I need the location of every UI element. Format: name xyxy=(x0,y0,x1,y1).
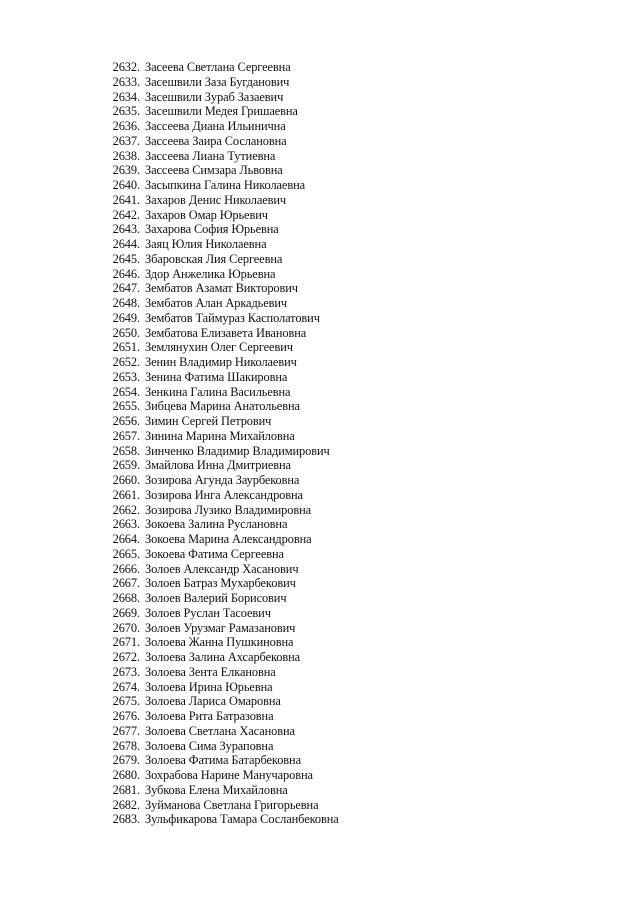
list-item xyxy=(96,370,616,385)
list-item xyxy=(96,75,616,90)
entry-number: 2645. xyxy=(112,251,140,266)
entry-full-name: Золоев Батраз Мухарбекович xyxy=(145,576,296,591)
list-item xyxy=(96,252,616,267)
entry-number: 2668. xyxy=(112,591,140,605)
list-item xyxy=(96,576,616,591)
list-item xyxy=(96,414,616,429)
entry-full-name: Золоев Александр Хасанович xyxy=(145,561,299,576)
entry-number: 2643. xyxy=(112,222,140,237)
entry-number: 2683. xyxy=(112,812,140,827)
entry-number: 2674. xyxy=(112,679,140,694)
entry-full-name: Зембатов Азамат Викторович xyxy=(145,281,298,296)
entry-number: 2633. xyxy=(112,74,140,89)
list-item xyxy=(96,812,616,827)
entry-full-name: Золоева Зента Елкановна xyxy=(145,664,276,679)
list-item xyxy=(96,208,616,223)
list-item xyxy=(96,119,616,134)
entry-full-name: Золоева Светлана Хасановна xyxy=(145,723,295,738)
list-item xyxy=(96,90,616,105)
list-item xyxy=(96,488,616,503)
entry-full-name: Зенин Владимир Николаевич xyxy=(145,355,297,369)
entry-full-name: Зассеева Лиана Тутиевна xyxy=(145,148,276,163)
entry-full-name: Захаров Омар Юрьевич xyxy=(145,207,268,222)
entry-number: 2681. xyxy=(112,782,140,797)
entry-number: 2662. xyxy=(112,502,140,517)
entry-full-name: Зуйманова Светлана Григорьевна xyxy=(145,797,319,812)
list-item xyxy=(96,340,616,355)
list-item xyxy=(96,547,616,562)
list-item xyxy=(96,665,616,680)
list-item xyxy=(96,591,616,606)
list-item xyxy=(96,753,616,768)
entry-number: 2641. xyxy=(112,192,140,207)
entry-full-name: Заяц Юлия Николаевна xyxy=(145,237,267,251)
entry-full-name: Зассеева Симзара Львовна xyxy=(145,163,283,178)
entry-full-name: Золоева Рита Батразовна xyxy=(145,709,274,723)
list-item xyxy=(96,739,616,754)
entry-full-name: Зульфикарова Тамара Сосланбековна xyxy=(145,812,339,827)
entry-full-name: Засешвили Заза Бугданович xyxy=(145,74,290,89)
entry-number: 2632. xyxy=(112,60,140,74)
list-item xyxy=(96,621,616,636)
entry-number: 2671. xyxy=(112,635,140,650)
entry-full-name: Зокоева Фатима Сергеевна xyxy=(145,546,284,561)
entry-full-name: Зассеева Заира Сослановна xyxy=(145,133,287,148)
list-item xyxy=(96,429,616,444)
list-item xyxy=(96,503,616,518)
name-list xyxy=(96,60,616,827)
entry-full-name: Засыпкина Галина Николаевна xyxy=(145,178,306,192)
entry-number: 2680. xyxy=(112,768,140,782)
list-item xyxy=(96,134,616,149)
entry-full-name: Зокоева Залина Руслановна xyxy=(145,517,288,532)
list-item xyxy=(96,532,616,547)
list-item xyxy=(96,783,616,798)
entry-number: 2677. xyxy=(112,723,140,738)
list-item xyxy=(96,296,616,311)
entry-number: 2640. xyxy=(112,178,140,192)
list-item xyxy=(96,104,616,119)
list-item xyxy=(96,178,616,193)
entry-number: 2650. xyxy=(112,325,140,340)
entry-full-name: Зембатова Елизавета Ивановна xyxy=(145,325,307,340)
entry-number: 2636. xyxy=(112,119,140,133)
entry-number: 2638. xyxy=(112,148,140,163)
list-item xyxy=(96,311,616,326)
entry-number: 2657. xyxy=(112,428,140,443)
entry-full-name: Зубкова Елена Михайловна xyxy=(145,782,288,797)
list-item xyxy=(96,281,616,296)
entry-number: 2653. xyxy=(112,369,140,384)
entry-full-name: Золоева Залина Ахсарбековна xyxy=(145,650,301,664)
entry-full-name: Золоева Ирина Юрьевна xyxy=(145,679,273,694)
entry-full-name: Зенкина Галина Васильевна xyxy=(145,384,291,399)
entry-number: 2676. xyxy=(112,709,140,723)
list-item xyxy=(96,562,616,577)
entry-full-name: Збаровская Лия Сергеевна xyxy=(145,251,283,266)
entry-full-name: Здор Анжелика Юрьевна xyxy=(145,266,276,281)
list-item xyxy=(96,163,616,178)
list-item xyxy=(96,326,616,341)
entry-full-name: Зокоева Марина Александровна xyxy=(145,532,312,546)
entry-full-name: Золоев Урузмаг Рамазанович xyxy=(145,620,296,635)
entry-number: 2634. xyxy=(112,89,140,104)
entry-full-name: Змайлова Инна Дмитриевна xyxy=(145,458,291,473)
list-item xyxy=(96,606,616,621)
entry-number: 2649. xyxy=(112,310,140,325)
entry-full-name: Зенина Фатима Шакировна xyxy=(145,369,288,384)
entry-number: 2656. xyxy=(112,414,140,428)
entry-number: 2672. xyxy=(112,650,140,664)
list-item xyxy=(96,267,616,282)
entry-full-name: Захаров Денис Николаевич xyxy=(145,192,287,207)
entry-number: 2646. xyxy=(112,266,140,281)
entry-number: 2651. xyxy=(112,340,140,355)
list-item xyxy=(96,237,616,252)
list-item xyxy=(96,517,616,532)
entry-number: 2635. xyxy=(112,104,140,119)
entry-full-name: Золоев Валерий Борисович xyxy=(145,591,287,605)
entry-number: 2658. xyxy=(112,443,140,458)
entry-full-name: Зембатов Таймураз Касполатович xyxy=(145,310,320,325)
list-item xyxy=(96,355,616,370)
list-item xyxy=(96,473,616,488)
list-item xyxy=(96,222,616,237)
entry-number: 2661. xyxy=(112,487,140,502)
entry-full-name: Зозирова Инга Александровна xyxy=(145,487,303,502)
list-item xyxy=(96,385,616,400)
list-item xyxy=(96,399,616,414)
entry-number: 2655. xyxy=(112,399,140,414)
list-item xyxy=(96,193,616,208)
list-item xyxy=(96,650,616,665)
entry-full-name: Золоев Руслан Тасоевич xyxy=(145,605,271,620)
entry-full-name: Золоева Сима Зураповна xyxy=(145,738,274,753)
list-item xyxy=(96,149,616,164)
list-item xyxy=(96,444,616,459)
entry-number: 2637. xyxy=(112,133,140,148)
entry-number: 2639. xyxy=(112,163,140,178)
list-item xyxy=(96,680,616,695)
entry-full-name: Засешвили Медея Гришаевна xyxy=(145,104,298,119)
entry-full-name: Землянухин Олег Сергеевич xyxy=(145,340,293,355)
entry-full-name: Зибцева Марина Анатольевна xyxy=(145,399,300,414)
entry-number: 2663. xyxy=(112,517,140,532)
entry-number: 2673. xyxy=(112,664,140,679)
entry-number: 2665. xyxy=(112,546,140,561)
list-item xyxy=(96,458,616,473)
entry-number: 2664. xyxy=(112,532,140,546)
list-item xyxy=(96,724,616,739)
entry-full-name: Зозирова Агунда Заурбековна xyxy=(145,473,300,487)
entry-full-name: Зозирова Лузико Владимировна xyxy=(145,502,312,517)
entry-full-name: Зембатов Алан Аркадьевич xyxy=(145,296,288,310)
entry-number: 2659. xyxy=(112,458,140,473)
entry-number: 2669. xyxy=(112,605,140,620)
list-item xyxy=(96,60,616,75)
entry-number: 2666. xyxy=(112,561,140,576)
entry-number: 2682. xyxy=(112,797,140,812)
entry-full-name: Золоева Жанна Пушкиновна xyxy=(145,635,294,650)
entry-full-name: Зохрабова Нарине Манучаровна xyxy=(145,768,313,782)
entry-full-name: Зинченко Владимир Владимирович xyxy=(145,443,330,458)
entry-number: 2644. xyxy=(112,237,140,251)
entry-number: 2670. xyxy=(112,620,140,635)
entry-number: 2667. xyxy=(112,576,140,591)
list-item xyxy=(96,709,616,724)
entry-full-name: Захарова София Юрьевна xyxy=(145,222,279,237)
list-item xyxy=(96,768,616,783)
list-item xyxy=(96,635,616,650)
entry-full-name: Засеева Светлана Сергеевна xyxy=(145,60,291,74)
entry-full-name: Зассеева Диана Ильинична xyxy=(145,119,286,133)
entry-full-name: Зимин Сергей Петрович xyxy=(145,414,272,428)
entry-full-name: Золоева Фатима Батарбековна xyxy=(145,753,301,768)
entry-full-name: Засешвили Зураб Зазаевич xyxy=(145,89,284,104)
entry-number: 2654. xyxy=(112,384,140,399)
list-item xyxy=(96,798,616,813)
entry-number: 2642. xyxy=(112,207,140,222)
entry-number: 2678. xyxy=(112,738,140,753)
entry-number: 2660. xyxy=(112,473,140,487)
list-item xyxy=(96,694,616,709)
entry-number: 2648. xyxy=(112,296,140,310)
entry-full-name: Зинина Марина Михайловна xyxy=(145,428,295,443)
entry-number: 2647. xyxy=(112,281,140,296)
entry-full-name: Золоева Лариса Омаровна xyxy=(145,694,281,709)
entry-number: 2675. xyxy=(112,694,140,709)
entry-number: 2652. xyxy=(112,355,140,369)
entry-number: 2679. xyxy=(112,753,140,768)
